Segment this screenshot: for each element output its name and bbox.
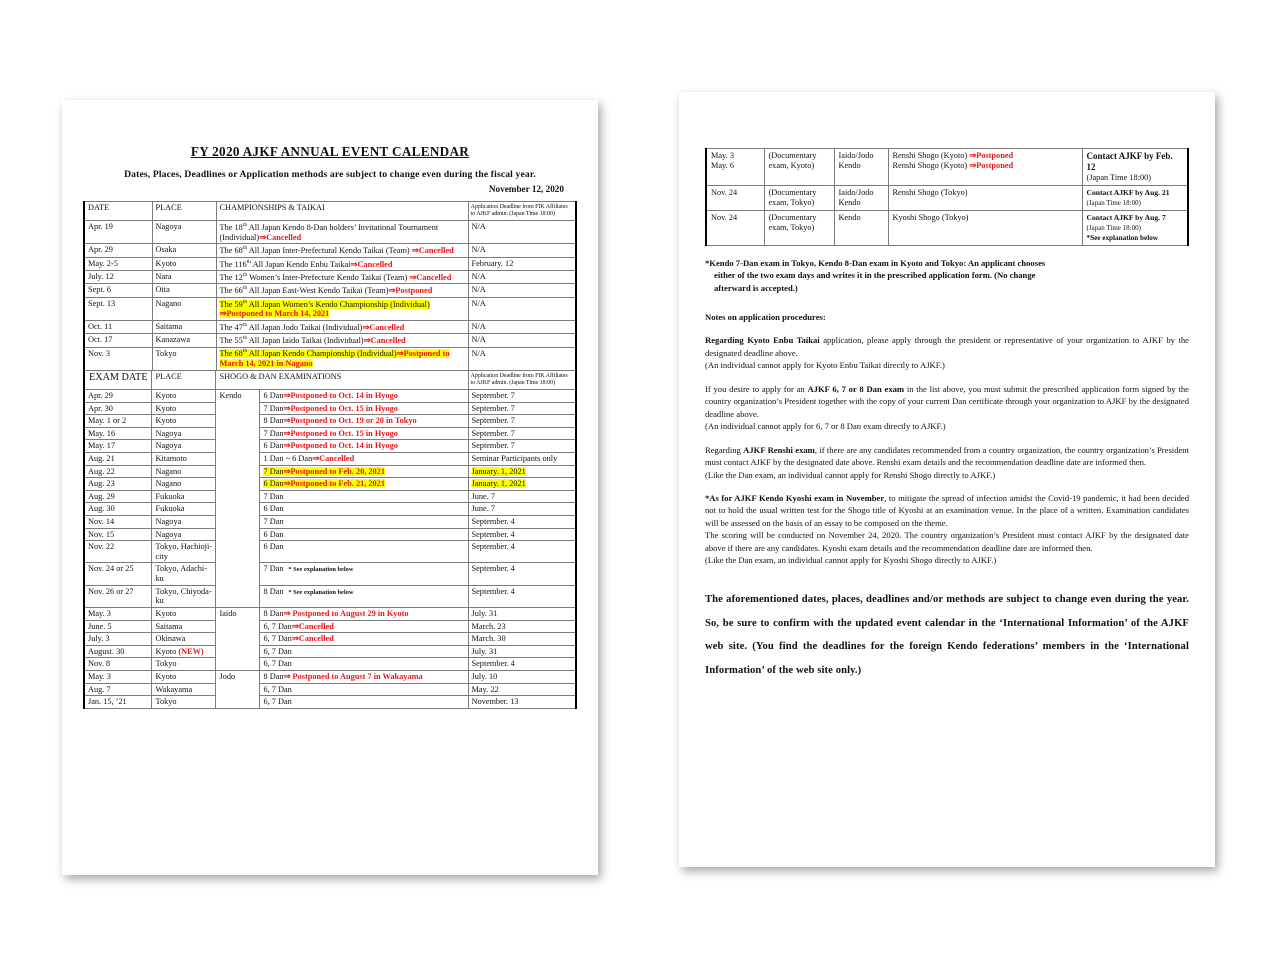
cell-exam-deadline: June. 7 <box>468 490 576 503</box>
cell-deadline: N/A <box>468 297 576 320</box>
cell-event: The 66th All Japan East-West Kendo Taikai (Team)⇒Postponed <box>216 284 468 297</box>
cell-exam-deadline: March. 30 <box>468 633 576 646</box>
cell-place: Kanazawa <box>152 334 216 347</box>
note-enbu-rest: application, please apply through the president or representative of your organization to AJKF by the designated deadline above. <box>705 335 1189 358</box>
column-header-shogo-dan: SHOGO & DAN EXAMINATIONS <box>216 370 468 389</box>
table-row <box>84 402 576 415</box>
cell-exam-date: Nov. 14 <box>84 516 152 529</box>
table-row <box>84 389 576 402</box>
cell-event: The 18th All Japan Kendo 8-Dan holders’ Invitational Tournament (Individual)⇒Cancelled <box>216 221 468 244</box>
table-row <box>84 670 576 683</box>
closing-statement: The aforementioned dates, places, deadlines and/or methods are subject to change even during the year. So, be sure to confirm with the updated event calendar in the ‘International Information’ of the AJKF web site. (You find the deadlines for the foreign Kendo federations’ members in the ‘International Information’ of the web site only.) <box>705 593 1189 677</box>
cell-exam-place: Kitamoto <box>152 453 216 466</box>
cell-exam-place: Kyoto (NEW) <box>152 645 216 658</box>
column-header-exam-date: EXAM DATE <box>84 370 152 389</box>
cell-exam-date: May. 17 <box>84 440 152 453</box>
table-row <box>84 347 576 370</box>
cell-exam-place: Tokyo, Adachi-ku <box>152 563 216 585</box>
column-header-place: PLACE <box>152 202 216 221</box>
cell-event: The 47th All Japan Jodo Taikai (Individual)⇒Cancelled <box>216 320 468 333</box>
cell-place: Nagoya <box>152 221 216 244</box>
cell-shogo: Renshi Shogo (Kyoto) ⇒Postponed Renshi Shogo (Kyoto) ⇒Postponed <box>888 149 1082 186</box>
cell-exam-deadline: September. 7 <box>468 440 576 453</box>
cell-date: July. 12 <box>84 271 152 284</box>
table-row <box>84 478 576 491</box>
table-row <box>84 585 576 607</box>
cell-exam-date: Aug. 21 <box>84 453 152 466</box>
cell-discipline: Iaido/Jodo Kendo <box>834 185 888 210</box>
note-enbu-paren: (An individual cannot apply for Kyoto Enbu Taikai directly to AJKF.) <box>705 360 945 371</box>
cell-contact: Contact AJKF by Aug. 21 (Japan Time 18:00) <box>1082 185 1188 210</box>
table-row <box>84 658 576 671</box>
cell-date: Sept. 6 <box>84 284 152 297</box>
cell-exam-date: May. 16 <box>84 427 152 440</box>
cell-contact: Contact AJKF by Aug. 7 (Japan Time 18:00) *See explanation below <box>1082 210 1188 245</box>
cell-event: The 68th All Japan Kendo Championship (Individual)⇒Postponed to March 14, 2021 in Nagano <box>216 347 468 370</box>
cell-place: Osaka <box>152 244 216 257</box>
cell-documentary-exam: (Documentary exam, Tokyo) <box>764 210 834 245</box>
table-row <box>84 696 576 709</box>
cell-event: The 59th All Japan Women’s Kendo Championship (Individual) ⇒Postponed to March 14, 2021 <box>216 297 468 320</box>
left-page <box>62 100 598 875</box>
table-row <box>84 490 576 503</box>
note-renshi-paren: (Like the Dan exam, an individual cannot apply for Renshi Shogo directly to AJKF.) <box>705 469 996 480</box>
cell-exam-deadline: September. 4 <box>468 541 576 563</box>
cell-exam-place: Tokyo <box>152 658 216 671</box>
cell-exam-date: Aug. 7 <box>84 683 152 696</box>
status-text: ⇒Cancelled <box>291 621 334 631</box>
cell-place: Oita <box>152 284 216 297</box>
cell-grade: 6 Dan⇒Postponed to Feb. 21, 2021 <box>260 478 468 491</box>
cell-exam-deadline: Seminar Participants only <box>468 453 576 466</box>
cell-exam-deadline: May. 22 <box>468 683 576 696</box>
cell-exam-date: June. 5 <box>84 620 152 633</box>
cell-exam-date: May. 3 <box>84 670 152 683</box>
revision-date: November 12, 2020 <box>488 184 564 194</box>
right-page <box>679 92 1215 867</box>
cell-grade: 6 Dan⇒Postponed to Oct. 14 in Hyogo <box>260 440 468 453</box>
cell-deadline: N/A <box>468 221 576 244</box>
status-text: ⇒Postponed to March 14, 2021 in Nagano <box>219 349 450 368</box>
cell-exam-place: Nagano <box>152 478 216 491</box>
cell-exam-place: Kyoto <box>152 607 216 620</box>
cell-grade: 6, 7 Dan <box>260 696 468 709</box>
table-row <box>84 453 576 466</box>
event-calendar-table <box>83 201 577 371</box>
star-note-line3: afterward is accepted.) <box>714 282 798 293</box>
table-row <box>706 210 1188 245</box>
star-note <box>705 257 1189 294</box>
table-row <box>84 334 576 347</box>
cell-exam-deadline: July. 31 <box>468 607 576 620</box>
note-dan-bold: AJKF 6, 7 or 8 Dan exam <box>807 383 905 394</box>
status-text: ⇒Postponed to Oct. 15 in Hyogo <box>283 428 398 438</box>
note-enbu-bold: Regarding Kyoto Enbu Taikai <box>705 335 820 346</box>
cell-exam-place: Saitama <box>152 620 216 633</box>
table-row <box>84 271 576 284</box>
cell-exam-place: Nagoya <box>152 427 216 440</box>
cell-exam-deadline: January. 1, 2021 <box>468 478 576 491</box>
cell-exam-deadline: September. 7 <box>468 402 576 415</box>
cell-exam-date: Nov. 22 <box>84 541 152 563</box>
note-kyoshi-paren: (Like the Dan exam, an individual cannot apply for Kyoshi Shogo directly to AJKF.) <box>705 555 997 566</box>
cell-date: Apr. 19 <box>84 221 152 244</box>
cell-exam-deadline: November. 13 <box>468 696 576 709</box>
cell-exam-place: Fukuoka <box>152 490 216 503</box>
cell-discipline: Kendo <box>216 389 260 607</box>
cell-exam-date: May. 3 <box>84 607 152 620</box>
status-text: ⇒ Postponed to August 29 in Kyoto <box>283 608 409 618</box>
note-dan-paren: (An individual cannot apply for 6, 7 or 8 Dan exam directly to AJKF.) <box>705 421 946 432</box>
table-row <box>706 149 1188 186</box>
cell-exam-deadline: September. 4 <box>468 528 576 541</box>
cell-date: Oct. 11 <box>84 320 152 333</box>
cell-grade: 7 Dan⇒Postponed to Feb. 20, 2021 <box>260 465 468 478</box>
status-text: ⇒Postponed <box>969 151 1014 160</box>
exam-table-header-row <box>84 370 576 389</box>
cell-exam-date: Apr. 30 <box>84 402 152 415</box>
cell-exam-place: Fukuoka <box>152 503 216 516</box>
column-header-date: DATE <box>84 202 152 221</box>
cell-documentary-exam: (Documentary exam, Tokyo) <box>764 185 834 210</box>
status-text: ⇒Cancelled <box>312 454 355 463</box>
cell-place: Tokyo <box>152 347 216 370</box>
cell-discipline: Kendo <box>834 210 888 245</box>
cell-exam-deadline: September. 7 <box>468 415 576 428</box>
cell-exam-date: Nov. 24 <box>706 210 764 245</box>
cell-exam-deadline: September. 4 <box>468 585 576 607</box>
column-header-exam-deadline: Application Deadline from FIK Affiliates to AJKF admin. (Japan Time 18:00) <box>468 370 576 389</box>
note-renshi-lead: Regarding <box>705 444 744 455</box>
cell-exam-place: Nagoya <box>152 440 216 453</box>
cell-exam-place: Nagano <box>152 465 216 478</box>
page-subtitle: Dates, Places, Deadlines or Application methods are subject to change even during the fiscal year. <box>124 169 536 180</box>
cell-exam-date: Aug. 30 <box>84 503 152 516</box>
cell-exam-deadline: January. 1, 2021 <box>468 465 576 478</box>
cell-exam-place: Okinawa <box>152 633 216 646</box>
note-dan-rest: in the list above, you must submit the prescribed application form signed by the country organization’s President together with the copy of your current Dan certificate through your organization to AJKF by the designated deadline above. <box>705 383 1189 419</box>
cell-deadline: N/A <box>468 320 576 333</box>
cell-exam-place: Wakayama <box>152 683 216 696</box>
table-row <box>84 221 576 244</box>
cell-exam-date: Aug. 23 <box>84 478 152 491</box>
status-text: ⇒Postponed to Oct. 15 in Hyogo <box>283 403 398 413</box>
explanation-note: * See explanation below <box>283 588 354 596</box>
status-text: ⇒Cancelled <box>409 272 452 282</box>
cell-grade: 8 Dan⇒ Postponed to August 29 in Kyoto <box>260 607 468 620</box>
cell-deadline: N/A <box>468 347 576 370</box>
cell-place: Saitama <box>152 320 216 333</box>
note-kyoshi-rest: , to mitigate the spread of infection amidst the Covid-19 pandemic, it had been decided not to hold the usual written test for the Shogo title of Kyoshi at an examination venue. In the place of a written. Examination candidates will be assessed on the basis of an essay to be composed on the theme. <box>705 492 1190 528</box>
note-kyoshi-bold: *As for AJKF Kendo Kyoshi exam in November <box>705 492 885 503</box>
cell-exam-place: Tokyo, Chiyoda-ku <box>152 585 216 607</box>
cell-exam-date: Nov. 8 <box>84 658 152 671</box>
cell-grade: 6, 7 Dan <box>260 658 468 671</box>
cell-date: Nov. 3 <box>84 347 152 370</box>
cell-event: The 12th Women’s Inter-Prefecture Kendo Taikai (Team) ⇒Cancelled <box>216 271 468 284</box>
status-text: ⇒Postponed to Feb. 21, 2021 <box>283 479 385 489</box>
table-row <box>84 503 576 516</box>
cell-exam-date: May. 3 May. 6 <box>706 149 764 186</box>
cell-grade: 8 Dan * See explanation below <box>260 585 468 607</box>
status-text: ⇒Postponed <box>388 286 433 296</box>
shogo-exam-table <box>705 148 1189 246</box>
cell-exam-deadline: March. 23 <box>468 620 576 633</box>
cell-exam-date: Nov. 24 <box>706 185 764 210</box>
cell-grade: 8 Dan⇒ Postponed to August 7 in Wakayama <box>260 670 468 683</box>
status-text: ⇒Postponed to Oct. 14 in Hyogo <box>283 390 398 400</box>
status-text: ⇒Postponed to Oct. 14 in Hyogo <box>283 441 398 451</box>
table-row <box>84 645 576 658</box>
cell-exam-date: Aug. 29 <box>84 490 152 503</box>
status-text: ⇒ Postponed to August 7 in Wakayama <box>283 671 423 681</box>
cell-discipline: Jodo <box>216 670 260 708</box>
status-text: ⇒Cancelled <box>350 259 393 269</box>
status-text: ⇒Cancelled <box>363 335 406 345</box>
cell-exam-place: Tokyo <box>152 696 216 709</box>
column-header-event: CHAMPIONSHIPS & TAIKAI <box>216 202 468 221</box>
cell-grade: 7 Dan <box>260 490 468 503</box>
table-row <box>84 683 576 696</box>
table-row <box>84 297 576 320</box>
cell-discipline: Iaido/Jodo Kendo <box>834 149 888 186</box>
page-title: FY 2020 AJKF ANNUAL EVENT CALENDAR <box>190 144 470 159</box>
cell-grade: 6, 7 Dan <box>260 645 468 658</box>
cell-documentary-exam: (Documentary exam, Kyoto) <box>764 149 834 186</box>
cell-exam-date: Nov. 26 or 27 <box>84 585 152 607</box>
cell-exam-date: Apr. 29 <box>84 389 152 402</box>
table-row <box>84 244 576 257</box>
cell-date: Oct. 17 <box>84 334 152 347</box>
cell-place: Kyoto <box>152 257 216 270</box>
cell-date: May. 2-5 <box>84 257 152 270</box>
cell-exam-date: Aug. 22 <box>84 465 152 478</box>
cell-grade: 7 Dan⇒Postponed to Oct. 15 in Hyogo <box>260 402 468 415</box>
cell-exam-deadline: July. 10 <box>468 670 576 683</box>
cell-grade: 6 Dan <box>260 541 468 563</box>
cell-exam-place: Tokyo, Hachioji-city <box>152 541 216 563</box>
cell-grade: 7 Dan <box>260 516 468 529</box>
cell-grade: 6, 7 Dan⇒Cancelled <box>260 633 468 646</box>
cell-grade: 6 Dan⇒Postponed to Oct. 14 in Hyogo <box>260 389 468 402</box>
cell-grade: 6 Dan <box>260 528 468 541</box>
status-text: ⇒Cancelled <box>411 246 454 256</box>
cell-deadline: N/A <box>468 284 576 297</box>
cell-deadline: February. 12 <box>468 257 576 270</box>
cell-deadline: N/A <box>468 244 576 257</box>
cell-exam-date: May. 1 or 2 <box>84 415 152 428</box>
cell-exam-date: Nov. 15 <box>84 528 152 541</box>
cell-shogo: Renshi Shogo (Tokyo) <box>888 185 1082 210</box>
cell-deadline: N/A <box>468 334 576 347</box>
table-row <box>84 427 576 440</box>
table-row <box>84 607 576 620</box>
cell-grade: 7 Dan⇒Postponed to Oct. 15 in Hyogo <box>260 427 468 440</box>
cell-exam-place: Kyoto <box>152 402 216 415</box>
status-text: ⇒Cancelled <box>259 232 302 242</box>
status-text: ⇒Cancelled <box>362 322 405 332</box>
explanation-note: * See explanation below <box>283 566 354 574</box>
cell-event: The 55th All Japan Iaido Taikai (Individual)⇒Cancelled <box>216 334 468 347</box>
cell-exam-deadline: June. 7 <box>468 503 576 516</box>
status-text: ⇒Postponed to Oct. 19 or 20 in Tokyo <box>283 416 417 426</box>
cell-exam-date: August. 30 <box>84 645 152 658</box>
status-text: ⇒Cancelled <box>291 634 334 644</box>
note-paragraph-renshi <box>705 444 1189 481</box>
cell-discipline: Iaido <box>216 607 260 670</box>
table-row <box>84 465 576 478</box>
cell-event: The 116th All Japan Kendo Enbu Taikai⇒Cancelled <box>216 257 468 270</box>
cell-exam-place: Kyoto <box>152 415 216 428</box>
notes-heading: Notes on application procedures: <box>705 311 826 322</box>
cell-grade: 6, 7 Dan <box>260 683 468 696</box>
status-text: ⇒Postponed <box>969 160 1014 170</box>
star-note-line1: *Kendo 7-Dan exam in Tokyo, Kendo 8-Dan exam in Kyoto and Tokyo: An applicant chooses <box>705 257 1046 268</box>
cell-exam-place: Nagoya <box>152 528 216 541</box>
cell-exam-place: Nagoya <box>152 516 216 529</box>
notes-body <box>679 257 1215 683</box>
column-header-deadline: Application Deadline from FIK Affiliates to AJKF admin. (Japan Time 18:00) <box>468 202 576 221</box>
cell-exam-date: Jan. 15, ’21 <box>84 696 152 709</box>
note-paragraph-enbu <box>705 334 1189 371</box>
cell-grade: 6 Dan <box>260 503 468 516</box>
cell-grade: 6, 7 Dan⇒Cancelled <box>260 620 468 633</box>
note-renshi-bold: AJKF Renshi exam <box>743 444 815 455</box>
note-paragraph-kyoshi <box>705 492 1189 567</box>
cell-place: Nagano <box>152 297 216 320</box>
note-dan-lead: If you desire to apply for an <box>705 383 808 394</box>
table-row <box>706 185 1188 210</box>
exam-calendar-table <box>83 370 577 709</box>
cell-grade: 8 Dan⇒Postponed to Oct. 19 or 20 in Tokyo <box>260 415 468 428</box>
cell-exam-place: Kyoto <box>152 670 216 683</box>
cell-exam-deadline: September. 4 <box>468 658 576 671</box>
table-row <box>84 620 576 633</box>
table-row <box>84 541 576 563</box>
table-header-row <box>84 202 576 221</box>
star-note-line2: either of the two exam days and writes it in the prescribed application form. (No change <box>714 270 1036 281</box>
cell-shogo: Kyoshi Shogo (Tokyo) <box>888 210 1082 245</box>
table-row <box>84 440 576 453</box>
cell-exam-deadline: September. 4 <box>468 516 576 529</box>
cell-contact: Contact AJKF by Feb. 12 (Japan Time 18:00) <box>1082 149 1188 186</box>
table-row <box>84 320 576 333</box>
table-row <box>84 563 576 585</box>
table-row <box>84 528 576 541</box>
cell-deadline: N/A <box>468 271 576 284</box>
cell-event: The 68th All Japan Inter-Prefectural Kendo Taikai (Team) ⇒Cancelled <box>216 244 468 257</box>
cell-exam-deadline: September. 7 <box>468 427 576 440</box>
note-paragraph-dan <box>705 383 1189 433</box>
cell-grade: 7 Dan * See explanation below <box>260 563 468 585</box>
cell-exam-deadline: September. 7 <box>468 389 576 402</box>
cell-exam-deadline: September. 4 <box>468 563 576 585</box>
status-text: ⇒Postponed to Feb. 20, 2021 <box>283 466 385 476</box>
table-row <box>84 415 576 428</box>
table-row <box>84 284 576 297</box>
cell-date: Apr. 29 <box>84 244 152 257</box>
cell-exam-deadline: July. 31 <box>468 645 576 658</box>
table-row <box>84 633 576 646</box>
note-kyoshi-line2: The scoring will be conducted on November 24, 2020. The country organization’s President must contact AJKF by the designated date above if there are any candidates. Kyoshi exam details and the recommendation deadline date are informed then. <box>705 530 1189 553</box>
cell-place: Nara <box>152 271 216 284</box>
table-row <box>84 257 576 270</box>
cell-grade: 1 Dan ~ 6 Dan⇒Cancelled <box>260 453 468 466</box>
table-row <box>84 516 576 529</box>
cell-exam-date: Nov. 24 or 25 <box>84 563 152 585</box>
cell-date: Sept. 13 <box>84 297 152 320</box>
status-text: ⇒Postponed to March 14, 2021 <box>219 309 330 319</box>
column-header-exam-place: PLACE <box>152 370 216 389</box>
cell-exam-place: Kyoto <box>152 389 216 402</box>
note-renshi-rest: , if there are any candidates recommended from a country organization, the country organization’s President must contact AJKF by the designated date above. Renshi exam details and the recommendation deadline date are informed then. <box>705 444 1189 468</box>
cell-exam-date: July. 3 <box>84 633 152 646</box>
